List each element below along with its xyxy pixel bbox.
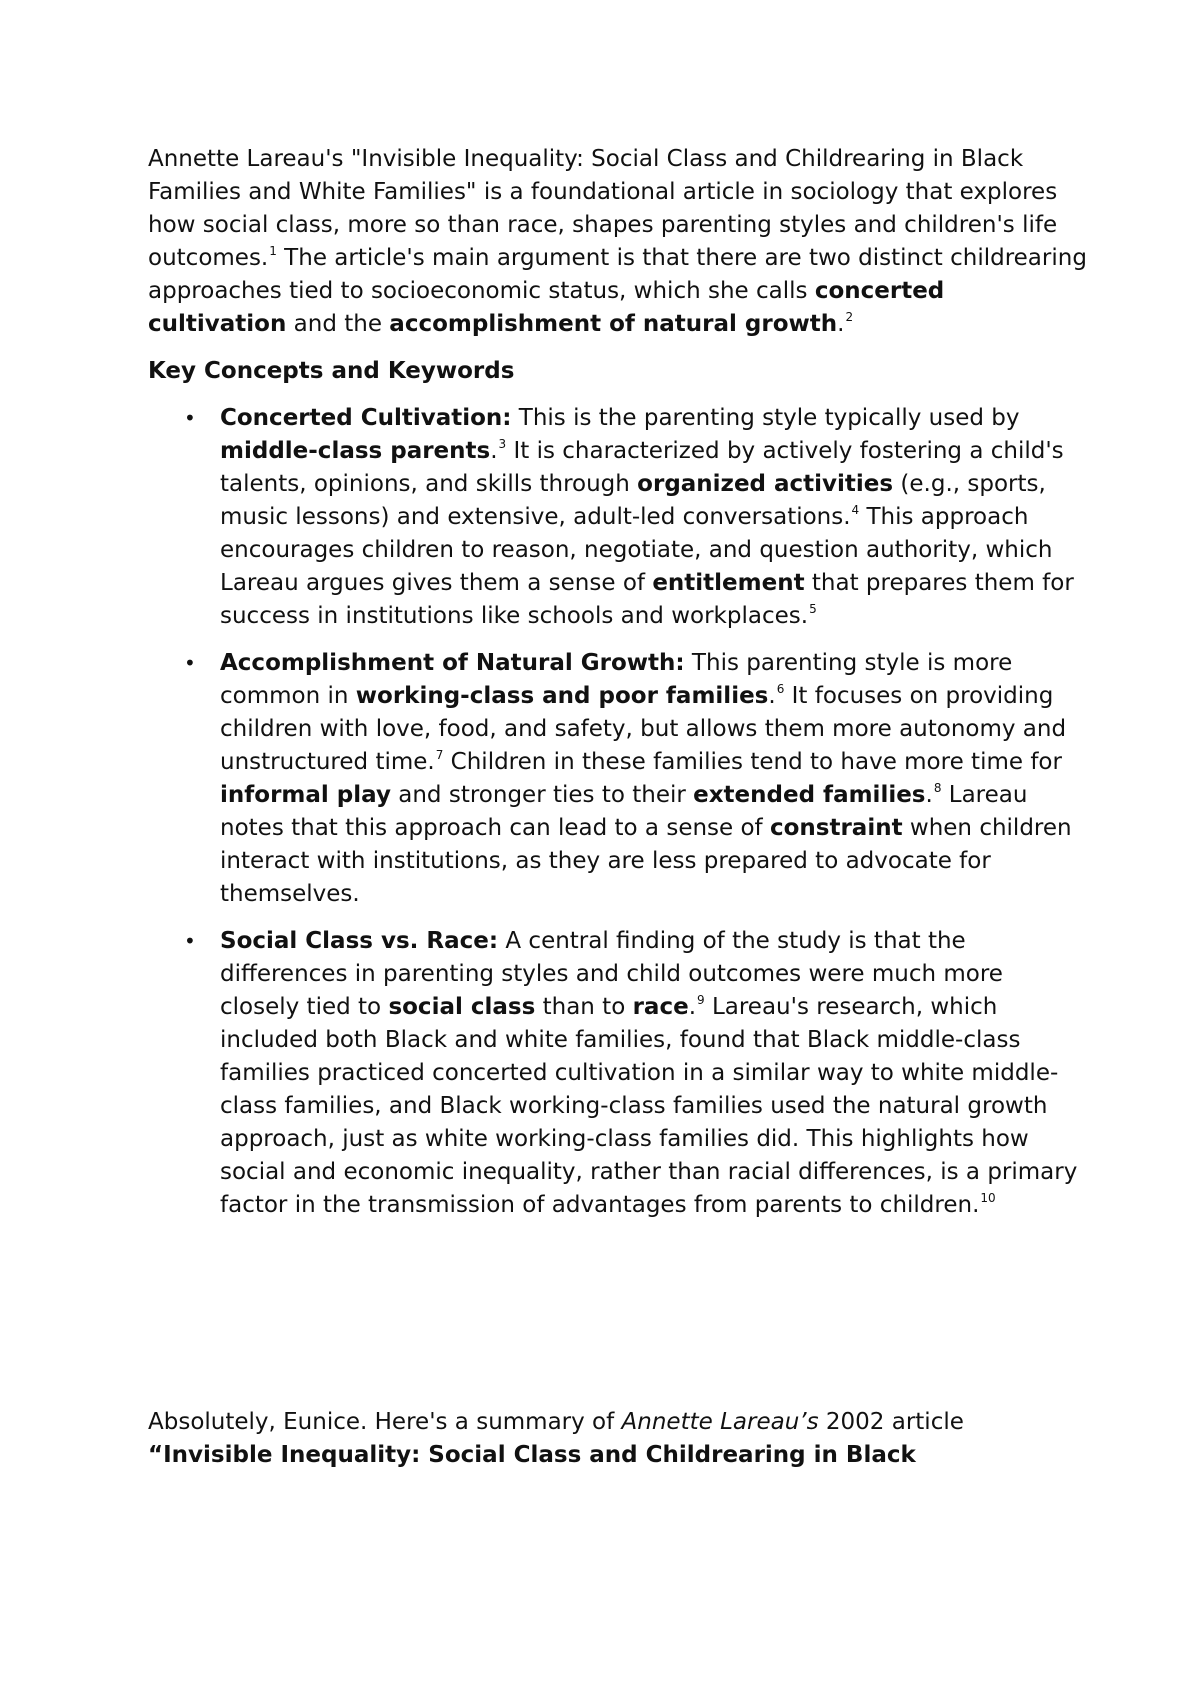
bullet-icon: • — [184, 651, 196, 675]
list-item-text: Children in these families tend to have more time for — [443, 749, 1062, 775]
keyword-concerted-cultivation: concerted cultivation — [148, 278, 945, 337]
list-item-class-vs-race — [148, 925, 1088, 1222]
intro-text: and the — [286, 311, 390, 337]
keyword: constraint — [769, 815, 903, 841]
list-item-term: Social Class vs. Race: — [220, 928, 499, 954]
footnote-ref[interactable]: 5 — [809, 602, 817, 616]
footnote-ref[interactable]: 9 — [697, 993, 705, 1007]
keyword: working-class and poor families — [355, 683, 769, 709]
list-item-term: Accomplishment of Natural Growth: — [220, 650, 685, 676]
closing-paragraph — [148, 1406, 1088, 1472]
list-item-term: Concerted Cultivation: — [220, 405, 512, 431]
list-item-text: Lareau's research, which included both Black and white families, found that Black middle-class families practiced concerted cultivation in a similar way to white middle-class families, and Black working-class families used the natural growth approach, just as white working-class families did. This highlights how social and economic inequality, rather than racial differences, is a primary factor in the transmission of advantages from parents to children. — [220, 994, 1078, 1218]
list-item-text: This parenting style is more common in — [220, 650, 1013, 709]
list-item-text: that prepares them for success in institutions like schools and workplaces. — [220, 570, 1074, 629]
list-item-text: (e.g., sports, music lessons) and extensive, adult-led conversations. — [220, 471, 1046, 530]
list-item-text: . — [688, 994, 696, 1020]
list-item-text: . — [925, 782, 933, 808]
list-item-text: It is characterized by actively fostering a child's talents, opinions, and skills through — [220, 438, 1064, 497]
keyword: extended families — [693, 782, 926, 808]
intro-text: . — [837, 311, 845, 337]
list-item-text: A central finding of the study is that the differences in parenting styles and child outcomes were much more closely tied to — [220, 928, 1003, 1020]
list-item-text: when children interact with institutions, as they are less prepared to advocate for themselves. — [220, 815, 1072, 907]
keyword: middle-class parents — [220, 438, 491, 464]
intro-text: Annette Lareau's "Invisible Inequality: Social Class and Childrearing in Black Families and White Families" is a foundational article in sociology that explores how social class, more so than race, shapes parenting styles and children's life outcomes. — [148, 146, 1058, 271]
list-item-natural-growth — [148, 647, 1088, 911]
intro-text: The article's main argument is that there are two distinct childrearing approaches tied to socioeconomic status, which she calls — [148, 245, 1087, 304]
keyword: race — [632, 994, 689, 1020]
footnote-ref[interactable]: 4 — [851, 503, 860, 517]
list-item-text: . — [490, 438, 498, 464]
closing-text: Absolutely, Eunice. Here's a summary of — [148, 1409, 622, 1435]
author-name: Annette Lareau’s — [621, 1409, 819, 1435]
intro-paragraph — [148, 143, 1088, 341]
footnote-ref[interactable]: 6 — [776, 682, 785, 696]
bullet-icon: • — [184, 929, 196, 953]
list-item-text: than to — [535, 994, 633, 1020]
keyword: organized activities — [637, 471, 894, 497]
closing-text: 2002 article — [818, 1409, 964, 1435]
footnote-ref[interactable]: 3 — [498, 437, 507, 451]
list-item-text: It focuses on providing children with love, food, and safety, but allows them more autonomy and unstructured time. — [220, 683, 1067, 775]
section-heading: Key Concepts and Keywords — [148, 358, 515, 384]
keyword: entitlement — [652, 570, 805, 596]
footnote-ref[interactable]: 10 — [980, 1191, 996, 1205]
bullet-icon: • — [184, 406, 196, 430]
list-item-text: This is the parenting style typically used by — [511, 405, 1020, 431]
keyword-natural-growth: accomplishment of natural growth — [389, 311, 838, 337]
spacer — [148, 1236, 1088, 1406]
list-item-text: This approach encourages children to reason, negotiate, and question authority, which Lareau argues gives them a sense of — [220, 504, 1053, 596]
list-item-text: Lareau notes that this approach can lead to a sense of — [220, 782, 1028, 841]
keyword: informal play — [220, 782, 391, 808]
footnote-ref[interactable]: 2 — [845, 310, 854, 324]
footnote-ref[interactable]: 8 — [933, 781, 942, 795]
article-title: “Invisible Inequality: Social Class and Childrearing in Black — [148, 1442, 916, 1468]
list-item-text: and stronger ties to their — [390, 782, 694, 808]
concepts-list — [148, 402, 1088, 1222]
footnote-ref[interactable]: 7 — [435, 748, 444, 762]
keyword: social class — [388, 994, 536, 1020]
document-page — [148, 143, 1088, 1472]
footnote-ref[interactable]: 1 — [269, 244, 277, 258]
list-item-text: . — [768, 683, 776, 709]
list-item-concerted-cultivation — [148, 402, 1088, 633]
